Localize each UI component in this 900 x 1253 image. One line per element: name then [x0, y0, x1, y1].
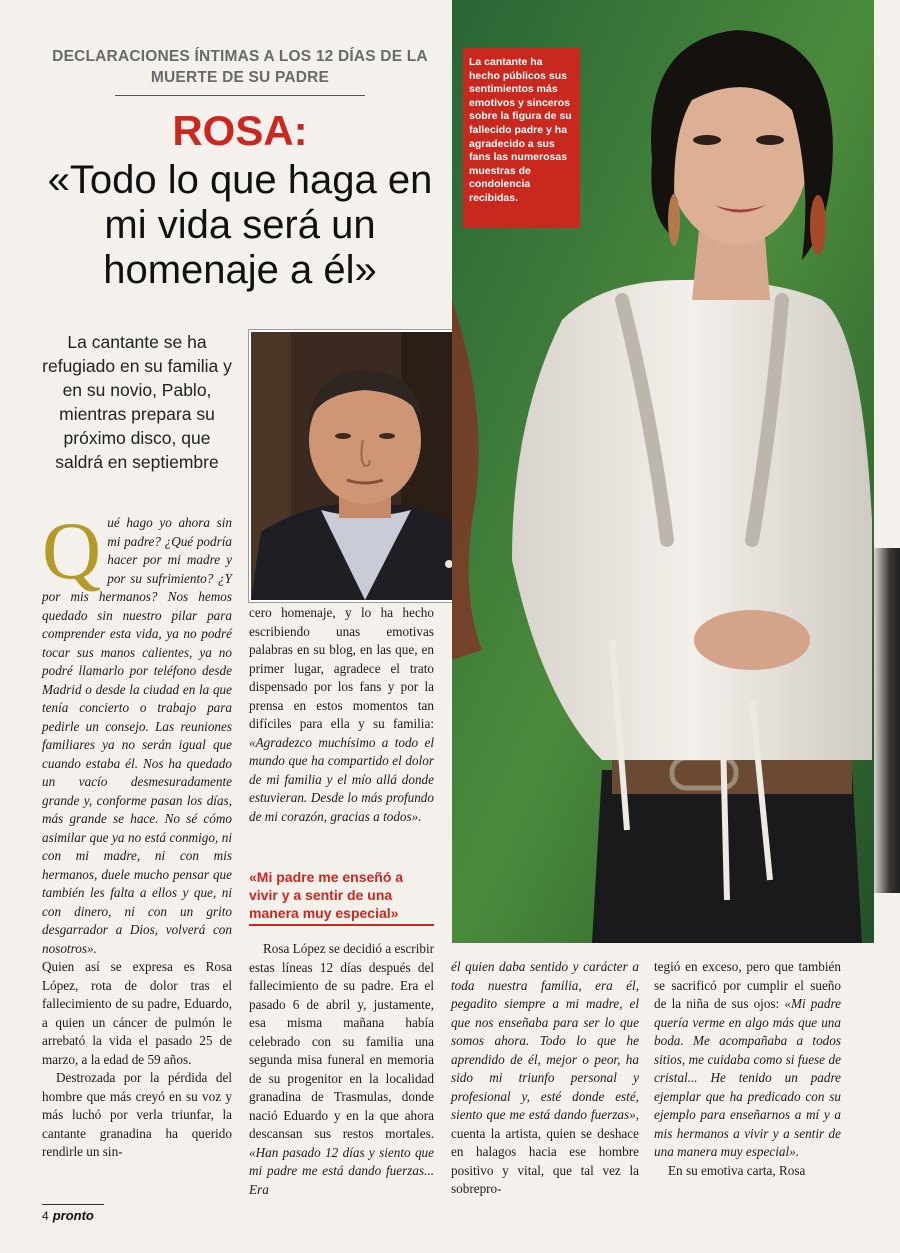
photo-caption: La cantante ha hecho públicos sus sentimientos más emotivos y sinceros sobre la figura de su fallecido padre y ha agradecido a sus fans las numerosas muestras de condolencia recibidas.: [463, 48, 580, 228]
article-column-3: [249, 940, 434, 1199]
kicker: DECLARACIONES ÍNTIMAS A LOS 12 DÍAS DE LA MUERTE DE SU PADRE: [52, 48, 428, 86]
folio: [42, 1208, 94, 1223]
folio-divider: [42, 1204, 104, 1205]
father-photo: [249, 330, 481, 602]
paragraph: Quien así se expresa es Rosa López, rota de dolor tras el fallecimiento de su padre, Eduardo, a quien un cáncer de pulmón le arrebató la vida el pasado 25 de marzo, a la edad de 59 años.: [42, 959, 232, 1067]
kicker-divider: [115, 95, 365, 96]
pull-quote: «Mi padre me enseñó a vivir y a sentir de una manera muy especial»: [249, 869, 404, 921]
quote-text: «Han pasado 12 días y siento que mi padre me está dando fuerzas... Era: [249, 1144, 434, 1197]
father-portrait-illustration: [251, 332, 479, 600]
paragraph: cero homenaje, y lo ha hecho escribiendo unas emotivas palabras en su blog, en las que, en primer lugar, agradece el trato dispensado por los fans y por la prensa en estos momentos tan difíciles para ella y su familia:: [249, 605, 434, 731]
magazine-name: pronto: [52, 1208, 94, 1223]
paragraph: , cuenta la artista, quien se deshace en halagos hacia ese hombre positivo y vital, que tal vez la sobrepro-: [451, 1107, 639, 1196]
paragraph: Destrozada por la pérdida del hombre que más creyó en su voz y más luchó por verla triunfar, la cantante granadina ha querido rendirle un sin-: [42, 1070, 232, 1159]
quote-text: «Mi padre quería verme en algo más que una boda. Me acompañaba a todos sitios, me cuidaba como si fuese de cristal... He tenido un padre ejemplar que ha predicado con su ejemplo para enseñarnos a mí y a mis hermanos a vivir y a sentir de una manera muy especial».: [654, 996, 841, 1159]
opening-quote: ué hago yo ahora sin mi padre? ¿Qué podría hacer por mi madre y por su sufrimiento? ¿Y por mis hermanos? Nos hemos quedado sin nuestro pilar para comprender esta vida, ya no podré tocar sus manos calientes, ya no podré llamarlo por teléfono desde Madrid o desde la ciudad en la que tenía concierto o trabajo para pedirle un consejo. Las reuniones familiares ya no serán igual que cuando estaba él. Nos ha quedado un vacío desmesuradamente grande y, conforme pasan los días, más grande se hace. No sé cómo asimilar que ya no está conmigo, ni con mi madre, ni con mis hermanos, duele mucho pensar que también les falta a ellos y que, ni con dinero, ni con un grito desgarrador a Dios, volverá con nosotros».: [42, 515, 232, 956]
drop-cap: Q: [42, 505, 102, 596]
paragraph: En su emotiva carta, Rosa: [668, 1162, 806, 1178]
subhead: La cantante se ha refugiado en su familia y en su novio, Pablo, mientras prepara su próximo disco, que saldrá en septiembre: [42, 332, 232, 472]
quote-text: él quien daba sentido y carácter a toda nuestra familia, era él, pegadito siempre a mi madre, el que nos enseñaba para ser lo que somos ahora. Todo lo que he aprendido de él, mejor o peor, ha sido mi triunfo personal y profesional y, esté donde esté, siento que me está dando fuerzas»: [451, 959, 639, 1122]
paragraph: tegió en exceso, pero que también se sacrificó por cumplir el sueño de la niña de sus ojos:: [654, 959, 841, 1011]
pull-quote-divider: [249, 924, 434, 926]
headline-quote: «Todo lo que haga en mi vida será un homenaje a él»: [47, 158, 433, 292]
page-number: 4: [42, 1209, 49, 1223]
adjacent-page-photo-edge: [874, 548, 900, 893]
headline-name: ROSA:: [172, 107, 308, 154]
article-column-2: [249, 604, 434, 826]
article-column-1: [42, 505, 232, 1162]
article-column-4: [451, 958, 639, 1199]
article-column-5: [654, 958, 841, 1180]
paragraph: Rosa López se decidió a escribir estas líneas 12 días después del fallecimiento de su padre. Era el pasado 6 de abril y, justamente, esa misma mañana había celebrado con su familia una segunda misa funeral en memoria de su progenitor en la localidad granadina de Trasmulas, donde nació Eduardo y en la que ahora descansan sus restos mortales.: [249, 941, 435, 1141]
quote-text: «Agradezco muchísimo a todo el mundo que ha compartido el dolor de mi familia y el mío allá donde estuvieran. Desde lo más profundo de mi corazón, gracias a todos».: [249, 734, 434, 824]
